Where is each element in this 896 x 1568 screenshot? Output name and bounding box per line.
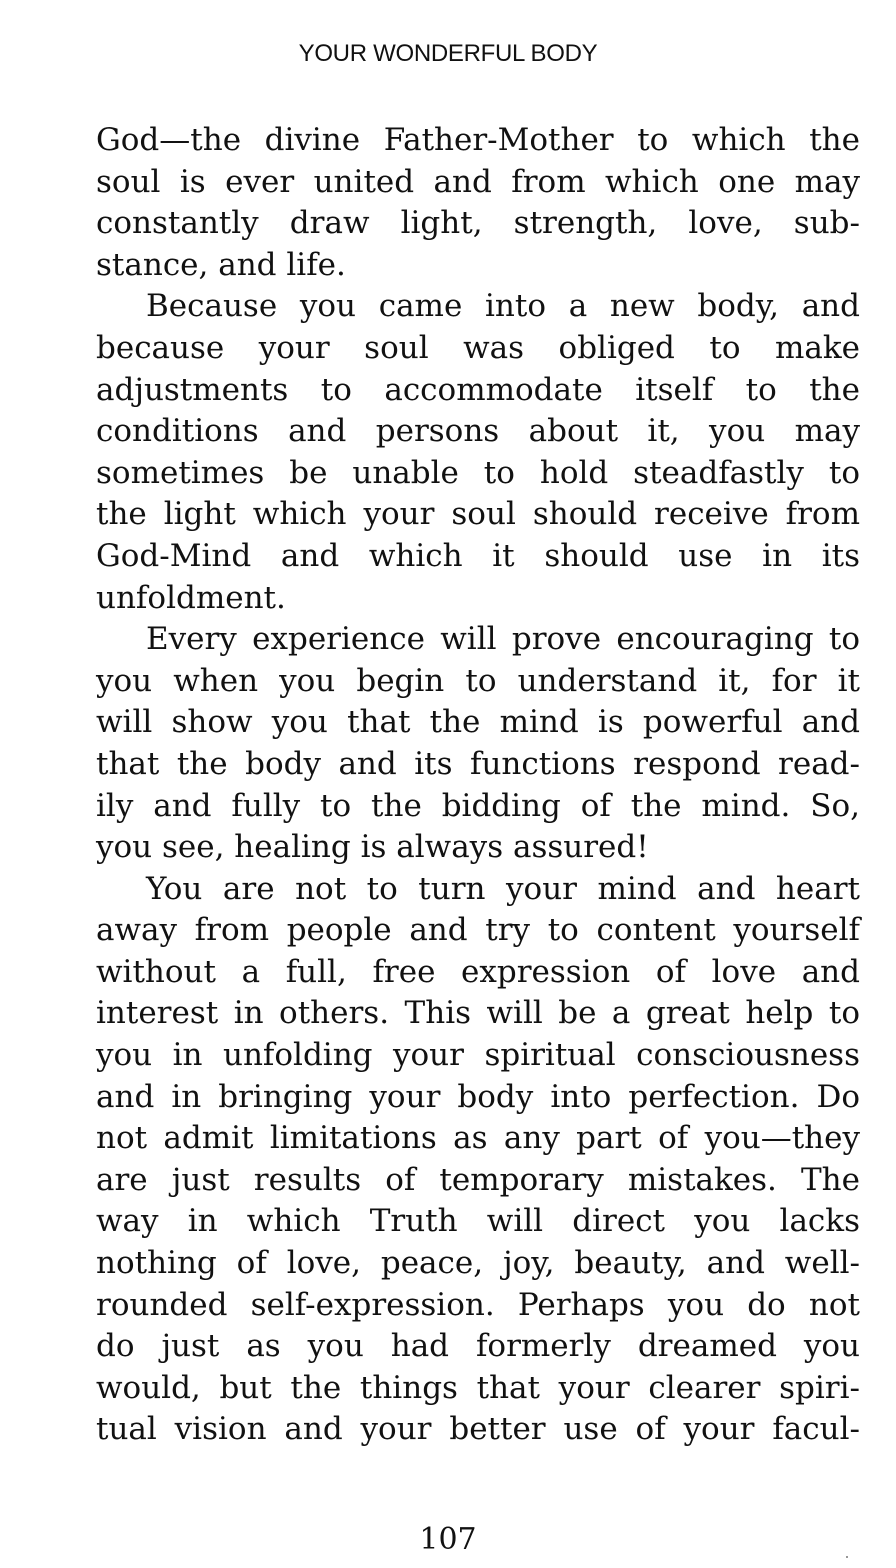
text-line: ily and fully to the bidding of the mind. So,: [96, 787, 860, 824]
text-line: the light which your soul should receive from: [96, 496, 860, 533]
body-text: [96, 120, 860, 1451]
text-line: You are not to turn your mind and heart: [146, 870, 860, 907]
text-line: stance, and life.: [96, 246, 346, 283]
text-line: conditions and persons about it, you may: [96, 413, 860, 450]
text-line: rounded self-expression. Perhaps you do not: [96, 1286, 860, 1323]
text-line: without a full, free expression of love and: [96, 953, 860, 990]
text-line: sometimes be unable to hold steadfastly to: [96, 454, 860, 491]
text-line: Because you came into a new body, and: [146, 288, 860, 325]
text-line: Every experience will prove encouraging to: [146, 621, 860, 658]
text-line: away from people and try to content yourself: [96, 912, 860, 949]
text-line: unfoldment.: [96, 579, 286, 616]
text-line: because your soul was obliged to make: [96, 329, 860, 366]
text-line: constantly draw light, strength, love, sub-: [96, 205, 860, 242]
text-line: you when you begin to understand it, for it: [96, 662, 860, 699]
text-line: will show you that the mind is powerful and: [96, 704, 860, 741]
text-line: not admit limitations as any part of you—they: [96, 1120, 860, 1157]
paper-speck: [846, 1556, 848, 1558]
text-line: you in unfolding your spiritual consciousness: [96, 1037, 860, 1074]
text-line: that the body and its functions respond read-: [96, 745, 860, 782]
text-line: tual vision and your better use of your facul-: [96, 1411, 860, 1448]
text-line: interest in others. This will be a great help to: [96, 995, 860, 1032]
text-line: are just results of temporary mistakes. The: [96, 1161, 860, 1198]
text-line: do just as you had formerly dreamed you: [96, 1328, 860, 1365]
text-line: God-Mind and which it should use in its: [96, 537, 860, 574]
text-line: way in which Truth will direct you lacks: [96, 1203, 860, 1240]
text-line: nothing of love, peace, joy, beauty, and well-: [96, 1245, 860, 1282]
page-number: 107: [419, 1522, 477, 1557]
running-head: YOUR WONDERFUL BODY: [298, 40, 598, 67]
text-line: adjustments to accommodate itself to the: [96, 371, 860, 408]
text-line: you see, healing is always assured!: [96, 829, 649, 866]
text-line: God—the divine Father-Mother to which the: [96, 122, 860, 158]
text-line: would, but the things that your clearer spiri-: [96, 1369, 860, 1406]
text-line: and in bringing your body into perfection. Do: [96, 1078, 860, 1115]
text-line: soul is ever united and from which one may: [96, 163, 860, 200]
